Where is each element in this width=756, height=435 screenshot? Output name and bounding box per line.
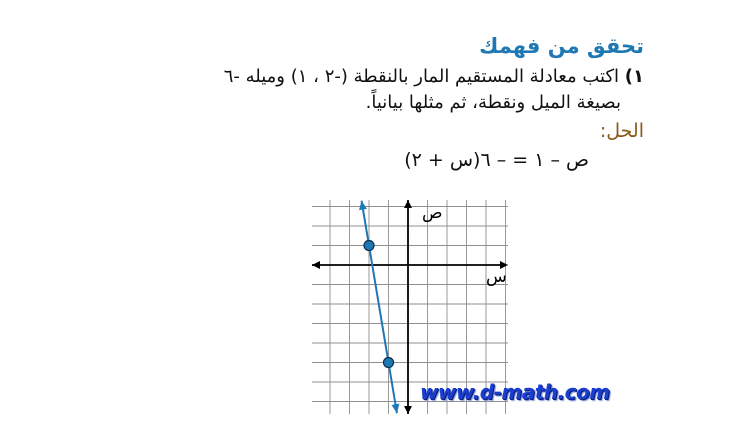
graph-line (359, 201, 399, 414)
question-line-2: بصيغة الميل ونقطة، ثم مثلها بيانياً. (365, 92, 621, 113)
graph-point-1 (364, 241, 374, 251)
x-axis-arrow-left (312, 261, 320, 269)
solution-line (362, 201, 397, 414)
solution-label: الحل: (599, 120, 644, 142)
solution-equation: ص – ١ = – ٦(س + ٢) (404, 149, 589, 171)
section-heading: تحقق من فهمك (479, 34, 644, 58)
x-axis-label: س (486, 267, 507, 287)
website-watermark: www.d-math.com (420, 380, 610, 404)
y-axis-arrow-down (404, 406, 412, 414)
graph-point-2 (384, 358, 394, 368)
question-number: ١) (624, 66, 644, 87)
question-text-1: اكتب معادلة المستقيم المار بالنقطة (-٢ ، ١) وميله -٦ (223, 66, 620, 87)
y-axis-arrow-up (404, 200, 412, 208)
y-axis-label: ص (422, 203, 443, 223)
line-arrow-top (359, 201, 367, 211)
line-arrow-bottom (392, 404, 400, 414)
question-line-1 (224, 66, 644, 87)
